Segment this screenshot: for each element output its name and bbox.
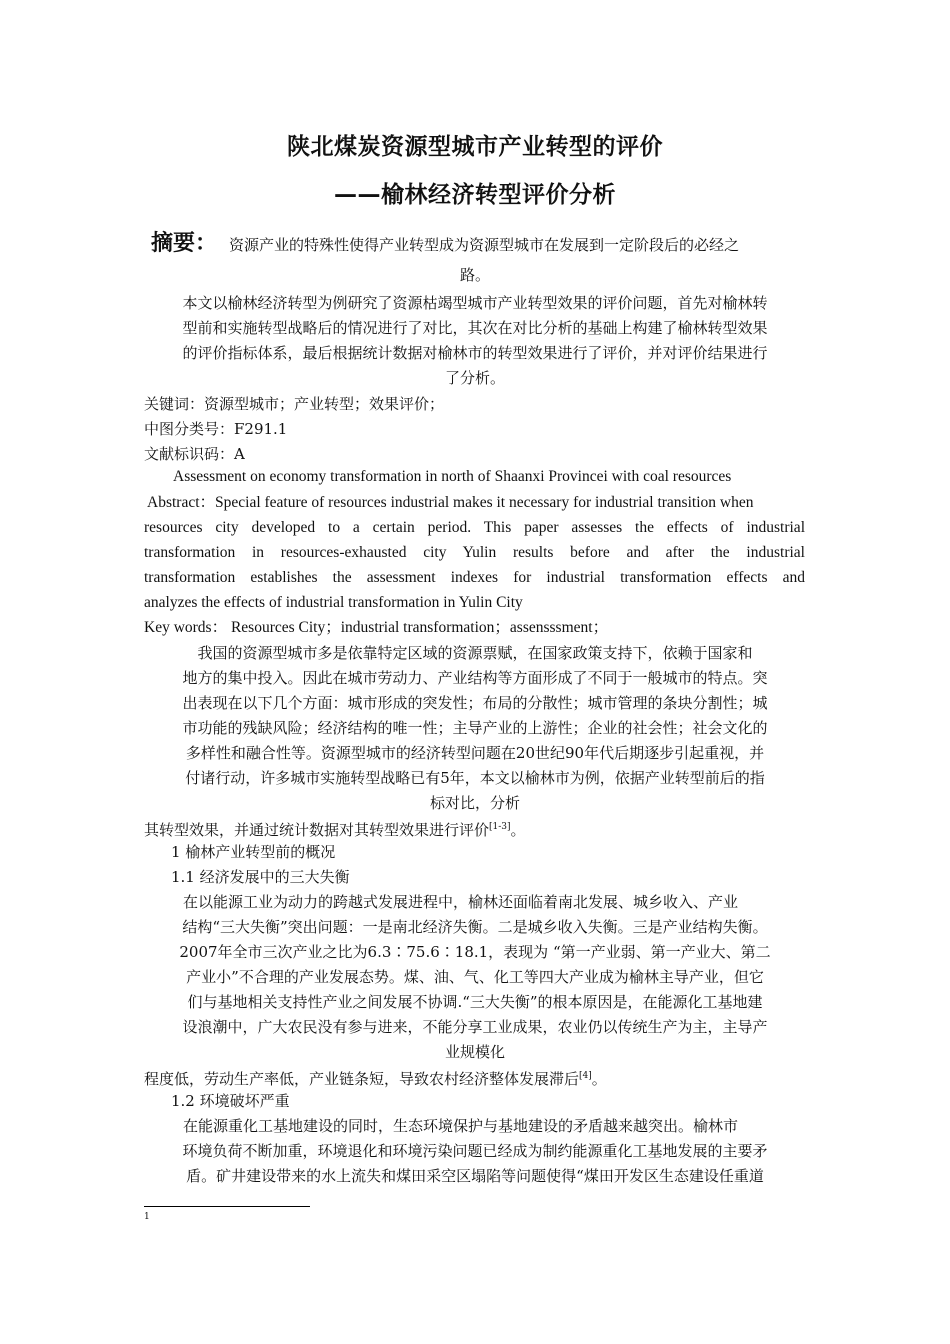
intro-end: 。 xyxy=(510,821,526,839)
subsection-heading: 1.2 环境破坏严重 xyxy=(171,1092,290,1110)
subsection-heading: 1.1 经济发展中的三大失衡 xyxy=(171,868,350,886)
intro-line xyxy=(144,817,526,840)
intro-text: 其转型效果，并通过统计数据对其转型效果进行评价 xyxy=(144,821,490,839)
body-line: 在以能源工业为动力的跨越式发展进程中，榆林还面临着南北发展、城乡收入、产业 xyxy=(183,893,739,911)
english-abstract-line: Abstract：Special feature of resources industrial makes it necessary for industrial transition when xyxy=(147,494,754,511)
intro-line: 地方的集中投入。因此在城市劳动力、产业结构等方面形成了不同于一般城市的特点。突 xyxy=(182,669,768,687)
body-end: 。 xyxy=(591,1070,607,1088)
abstract-line: 了分析。 xyxy=(444,369,505,387)
intro-line: 付诸行动，许多城市实施转型战略已有5年，本文以榆林市为例，依据产业转型前后的指 xyxy=(185,769,765,787)
body-line: 业规模化 xyxy=(444,1043,505,1061)
clc-number: 中图分类号：F291.1 xyxy=(144,420,288,438)
abstract-line: 本文以榆林经济转型为例研究了资源枯竭型城市产业转型效果的评价问题，首先对榆林转 xyxy=(182,294,768,312)
paper-subtitle: ——榆林经济转型评价分析 xyxy=(334,182,616,208)
body-line: 结构“三大失衡”突出问题：一是南北经济失衡。二是城乡收入失衡。三是产业结构失衡。 xyxy=(182,918,768,936)
english-abstract-line: resources city developed to a certain period. This paper assesses the effects of industrial xyxy=(144,519,805,536)
body-line xyxy=(144,1066,607,1089)
intro-line: 我国的资源型城市多是依靠特定区域的资源票赋，在国家政策支持下，依赖于国家和 xyxy=(197,644,753,662)
english-abstract-line: transformation establishes the assessment indexes for industrial transformation effects and xyxy=(144,569,805,586)
english-keywords: Key words： Resources City；industrial transformation；assensssment； xyxy=(144,619,609,636)
abstract-line: 资源产业的特殊性使得产业转型成为资源型城市在发展到一定阶段后的必经之 xyxy=(229,236,740,254)
intro-line: 市功能的残缺风险；经济结构的唯一性；主导产业的上游性；企业的社会性；社会文化的 xyxy=(182,719,768,737)
footnote-number: 1 xyxy=(144,1212,150,1222)
english-title: Assessment on economy transformation in north of Shaanxi Provincei with coal resources xyxy=(173,468,732,485)
body-line: 盾。矿井建设带来的水上流失和煤田采空区塌陷等问题使得“煤田开发区生态建设任重道 xyxy=(186,1167,764,1185)
abstract-label: 摘要： xyxy=(151,231,218,256)
body-text: 程度低，劳动生产率低，产业链条短，导致农村经济整体发展滞后 xyxy=(144,1070,580,1088)
footnote-separator xyxy=(144,1206,310,1207)
body-line: 产业小”不合理的产业发展态势。煤、油、气、化工等四大产业成为榆林主导产业，但它 xyxy=(186,968,764,986)
body-line: 们与基地相关支持性产业之间发展不协调.“三大失衡”的根本原因是，在能源化工基地建 xyxy=(187,993,763,1011)
body-line: 2007年全市三次产业之比为6.3∶75.6∶18.1，表现为 “第一产业弱、第一产业大、第二 xyxy=(179,943,771,961)
intro-line: 多样性和融合性等。资源型城市的经济转型问题在20世纪90年代后期逐步引起重视，并 xyxy=(185,744,765,762)
english-abstract-line: transformation in resources-exhausted city Yulin results before and after the industrial xyxy=(144,544,805,561)
english-abstract-line: analyzes the effects of industrial transformation in Yulin City xyxy=(144,594,523,611)
abstract-line: 路。 xyxy=(459,266,490,284)
keywords-cn: 关键词：资源型城市；产业转型；效果评价； xyxy=(144,395,445,413)
body-line: 环境负荷不断加重，环境退化和环境污染问题已经成为制约能源重化工基地发展的主要矛 xyxy=(182,1142,768,1160)
section-heading: 1 榆林产业转型前的概况 xyxy=(171,843,336,861)
abstract-line: 的评价指标体系，最后根据统计数据对榆林市的转型效果进行了评价，并对评价结果进行 xyxy=(182,344,768,362)
abstract-line: 型前和实施转型战略后的情况进行了对比，其次在对比分析的基础上构建了榆林转型效果 xyxy=(182,319,768,337)
document-code: 文献标识码：A xyxy=(144,445,245,463)
citation-ref: [1-3] xyxy=(489,822,511,832)
body-line: 在能源重化工基地建设的同时，生态环境保护与基地建设的矛盾越来越突出。榆林市 xyxy=(183,1117,739,1135)
paper-title: 陕北煤炭资源型城市产业转型的评价 xyxy=(287,134,663,160)
intro-line: 出表现在以下几个方面：城市形成的突发性；布局的分散性；城市管理的条块分割性；城 xyxy=(182,694,768,712)
body-line: 设浪潮中，广大农民没有参与进来，不能分享工业成果，农业仍以传统生产为主，主导产 xyxy=(182,1018,768,1036)
citation-ref: [4] xyxy=(579,1071,592,1081)
intro-line: 标对比，分析 xyxy=(429,794,520,812)
